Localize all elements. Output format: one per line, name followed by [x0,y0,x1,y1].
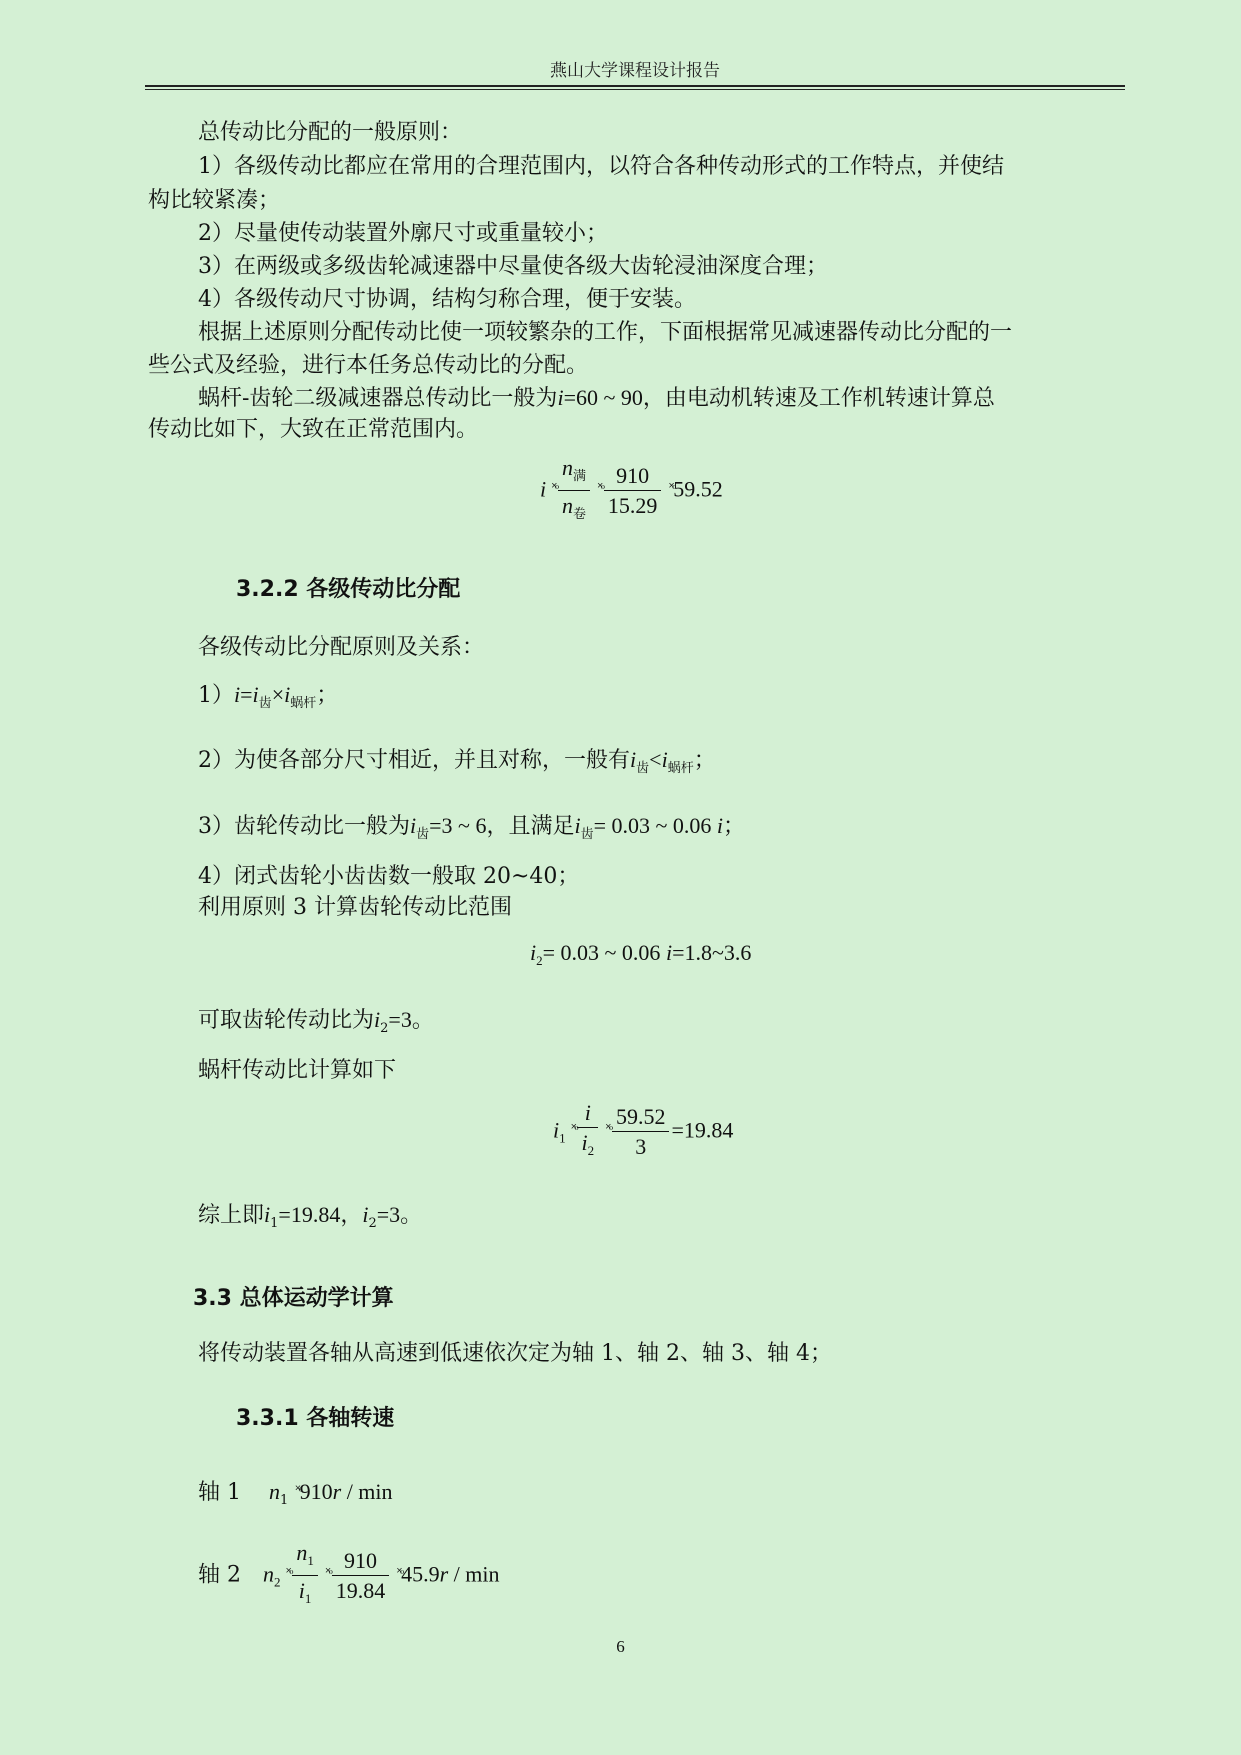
principle-4: 4）各级传动尺寸协调，结构匀称合理，便于安装。 [198,287,696,312]
header-rule [145,85,1125,87]
principle-1-line2: 构比较紧凑； [148,188,281,213]
principle-2: 2）尽量使传动装置外廓尺寸或重量较小； [198,221,608,246]
principles-heading: 总传动比分配的一般原则： [198,120,463,145]
worm-ratio-intro: 蜗杆传动比计算如下 [198,1058,397,1083]
ratio-paragraph-line1: 蜗杆-齿轮二级减速器总传动比一般为i=60 ~ 90，由电动机转速及工作机转速计算总 [198,385,995,411]
section-3-3-title: 3.3 总体运动学计算 [193,1286,394,1311]
gear-ratio-range-equation: $i_2= 0.03$ ~ 0.06 i=1.8~3.6 [530,940,752,968]
principle-3: 3）在两级或多级齿轮减速器中尽量使各级大齿轮浸油深度合理； [198,254,828,279]
calc-intro: 利用原则 3 计算齿轮传动比范围 [198,895,512,920]
paragraph-line1: 根据上述原则分配传动比使一项较繁杂的工作，下面根据常见减速器传动比分配的一 [198,320,1013,345]
relation-4: 4）闭式齿轮小齿齿数一般取 20~40； [198,864,580,889]
relation-3: 3）齿轮传动比一般为$i_齿=3$ ~ 6，且满足$i_齿= 0.03$ ~ 0.06 i； [198,813,746,842]
principle-1-line1: 1）各级传动比都应在常用的合理范围内，以符合各种传动形式的工作特点，并使结 [198,154,1004,179]
page-number: 6 [616,1637,625,1656]
relation-2: 2）为使各部分尺寸相近，并且对称，一般有$i_齿<i_{蜗杆}$； [198,747,716,776]
section-3-2-2-title: 3.2.2 各级传动比分配 [236,577,461,602]
ratio-paragraph-line2: 传动比如下，大致在正常范围内。 [148,417,479,442]
shaft-1-speed: 轴 1 $n_1$ ˟ͦ910r / min [198,1479,393,1508]
section-3-3-1-title: 3.3.1 各轴转速 [236,1406,395,1431]
shaft-2-speed: 轴 2 $n_2$ ˟ͦ $\frac{n_1}{i_1}$ ˟ͦ $\frac{910}{19.84}$ ˟ͦ45.9r / min [198,1540,500,1606]
ratio-summary: 综上即$i_1=19.84$，$i_2=3$。 [198,1202,423,1231]
total-ratio-equation: i ˟ͦ $\frac{n_满}{n_卷}$ ˟ͦ $\frac{910}{15.29}$ ˟ͦ59.52 [540,455,723,521]
shaft-order-desc: 将传动装置各轴从高速到低速依次定为轴 1、轴 2、轴 3、轴 4； [198,1341,832,1366]
relation-1: $1)i=i_齿\times i_{蜗杆}$； [198,682,339,711]
header-rule-thin [145,89,1125,90]
worm-ratio-equation: $i_1$ ˟ͦ $\frac{i}{i_2}$ ˟ͦ $\frac{59.52}{3}$ =19.84 [553,1100,734,1159]
allocation-intro: 各级传动比分配原则及关系： [198,635,485,660]
gear-ratio-choice: 可取齿轮传动比为$i_2=3$。 [198,1007,434,1036]
page-header: 燕山大学课程设计报告 [550,61,720,81]
paragraph-line2: 些公式及经验，进行本任务总传动比的分配。 [148,353,589,378]
